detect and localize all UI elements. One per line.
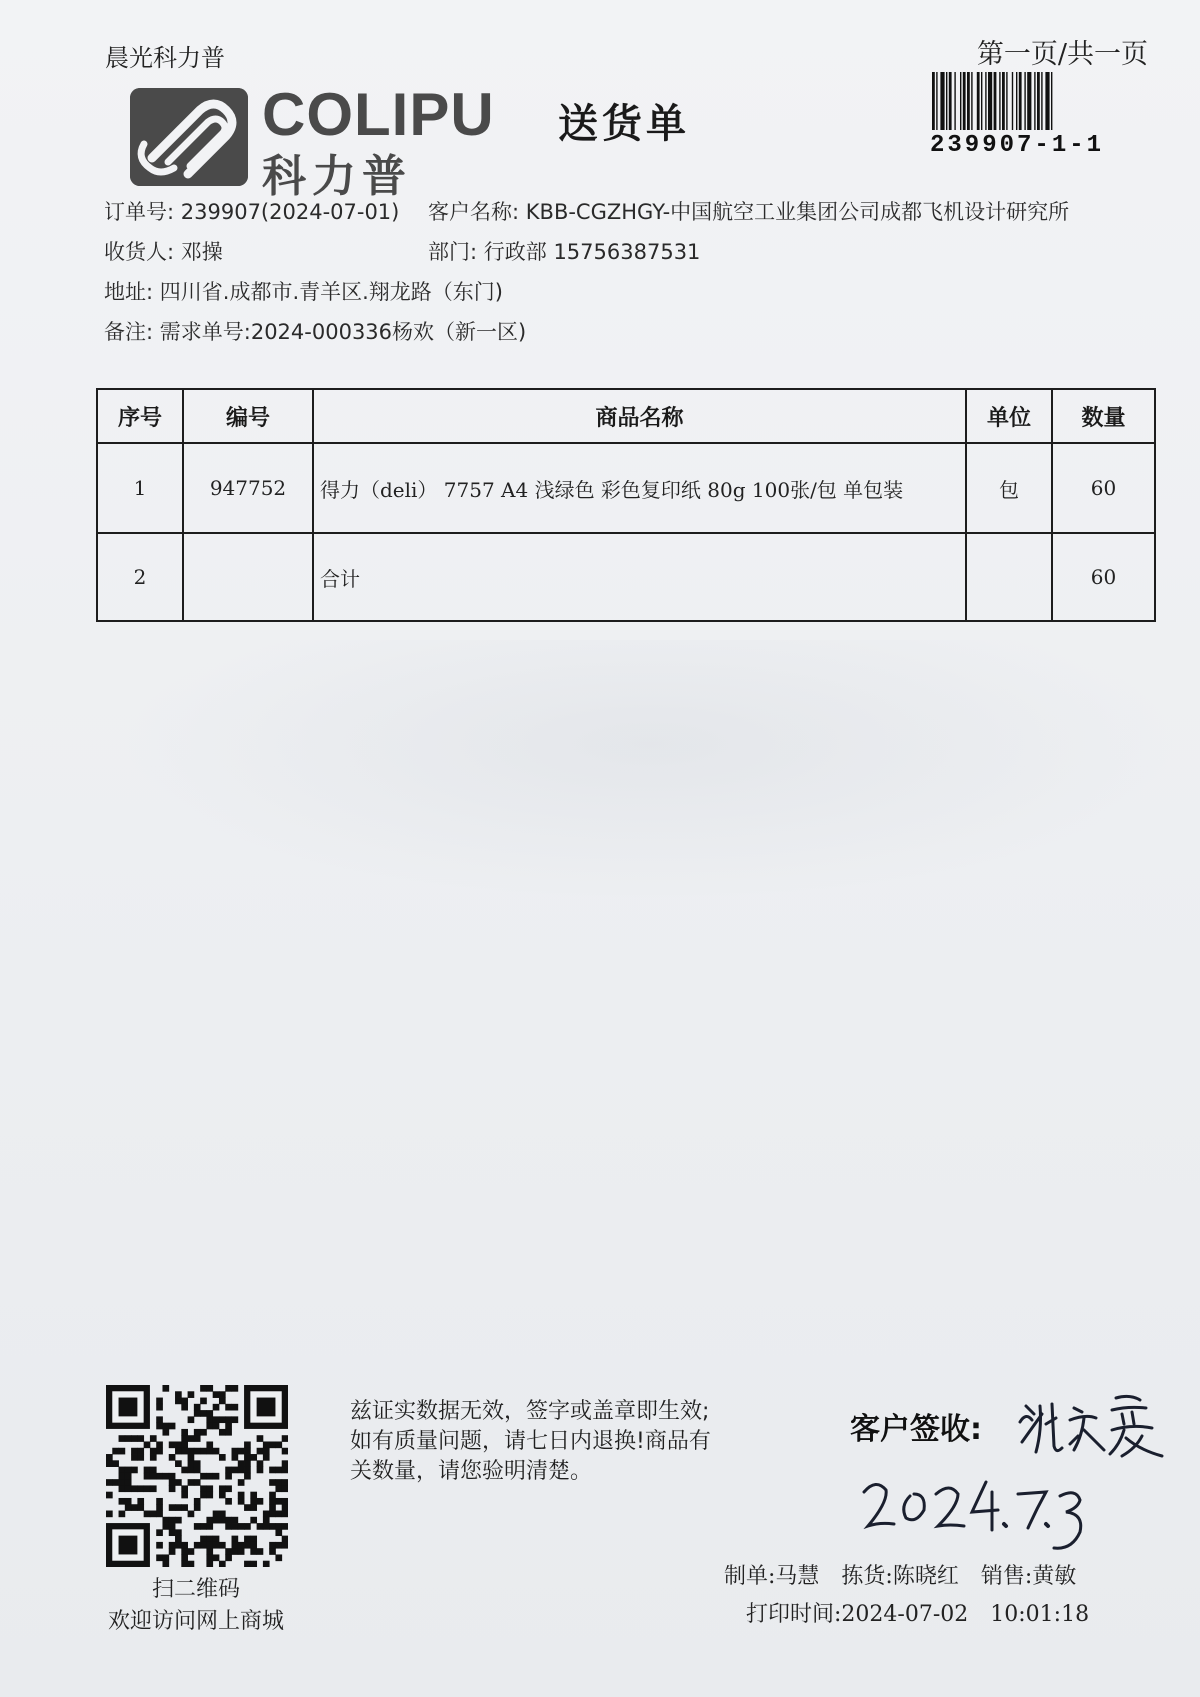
- logo-text-cn: 科力普: [262, 151, 412, 202]
- cell-seq: 1: [97, 443, 183, 533]
- barcode-icon: [932, 72, 1150, 130]
- column-header-code: 编号: [183, 389, 313, 443]
- scan-shading: [120, 640, 1180, 900]
- qr-code-icon: [106, 1385, 288, 1567]
- address-line: [104, 276, 503, 306]
- notice-text: [350, 1397, 790, 1487]
- remark-label: 备注:: [104, 320, 154, 344]
- order-value: 239907(2024-07-01): [180, 200, 400, 224]
- company-name: 晨光科力普: [105, 44, 225, 72]
- page-indicator: 第一页/共一页: [976, 39, 1148, 70]
- notice-line: 关数量，请您验明清楚。: [350, 1459, 593, 1484]
- order-label: 订单号:: [104, 200, 175, 224]
- document-title: 送货单: [558, 101, 690, 147]
- barcode-number: 239907-1-1: [930, 132, 1105, 159]
- staff-line: 制单:马慧 拣货:陈晓红 销售:黄敏: [724, 1564, 1077, 1589]
- receiver-value: 邓操: [180, 240, 223, 264]
- customer-line: [428, 196, 1069, 226]
- department-label: 部门:: [428, 240, 478, 264]
- remark-value: 需求单号:2024-000336杨欢（新一区): [159, 320, 527, 344]
- table-row: [97, 443, 1155, 533]
- cell-seq: 2: [97, 533, 183, 621]
- cell-code: 947752: [183, 443, 313, 533]
- colipu-logo-icon: [130, 88, 248, 186]
- receiver-label: 收货人:: [104, 240, 175, 264]
- customer-sign-label: 客户签收:: [850, 1412, 982, 1447]
- column-header-unit: 单位: [966, 389, 1052, 443]
- customer-value: KBB-CGZHGY-中国航空工业集团公司成都飞机设计研究所: [525, 200, 1070, 224]
- column-header-seq: 序号: [97, 389, 183, 443]
- cell-total-label: 合计: [313, 533, 966, 621]
- handwritten-signature: [1012, 1384, 1174, 1464]
- cell-unit: 包: [966, 443, 1052, 533]
- address-label: 地址:: [104, 280, 154, 304]
- notice-line: 如有质量问题，请七日内退换!商品有: [350, 1429, 711, 1454]
- items-table: [96, 388, 1156, 622]
- cell-quantity: 60: [1052, 443, 1155, 533]
- address-value: 四川省.成都市.青羊区.翔龙路（东门): [159, 280, 503, 304]
- notice-line: 兹证实数据无效，签字或盖章即生效;: [350, 1399, 710, 1424]
- logo-text-en: COLIPU: [262, 81, 495, 148]
- qr-caption-line2: 欢迎访问网上商城: [107, 1609, 284, 1634]
- column-header-product-name: 商品名称: [313, 389, 966, 443]
- cell-unit: [966, 533, 1052, 621]
- order-number-line: [104, 196, 399, 226]
- cell-product-name: 得力（deli） 7757 A4 浅绿色 彩色复印纸 80g 100张/包 单包装: [313, 443, 966, 533]
- table-header-row: [97, 389, 1155, 443]
- handwritten-sign-date: [858, 1470, 1108, 1560]
- department-value: 行政部 15756387531: [483, 240, 701, 264]
- column-header-quantity: 数量: [1052, 389, 1155, 443]
- remark-line: [104, 316, 526, 346]
- qr-caption-line1: 扫二维码: [151, 1577, 240, 1602]
- cell-total-quantity: 60: [1052, 533, 1155, 621]
- table-row-total: [97, 533, 1155, 621]
- cell-code: [183, 533, 313, 621]
- department-line: [428, 236, 700, 266]
- customer-label: 客户名称:: [428, 200, 520, 224]
- receiver-line: [104, 236, 223, 266]
- print-time: 打印时间:2024-07-02 10:01:18: [746, 1602, 1090, 1627]
